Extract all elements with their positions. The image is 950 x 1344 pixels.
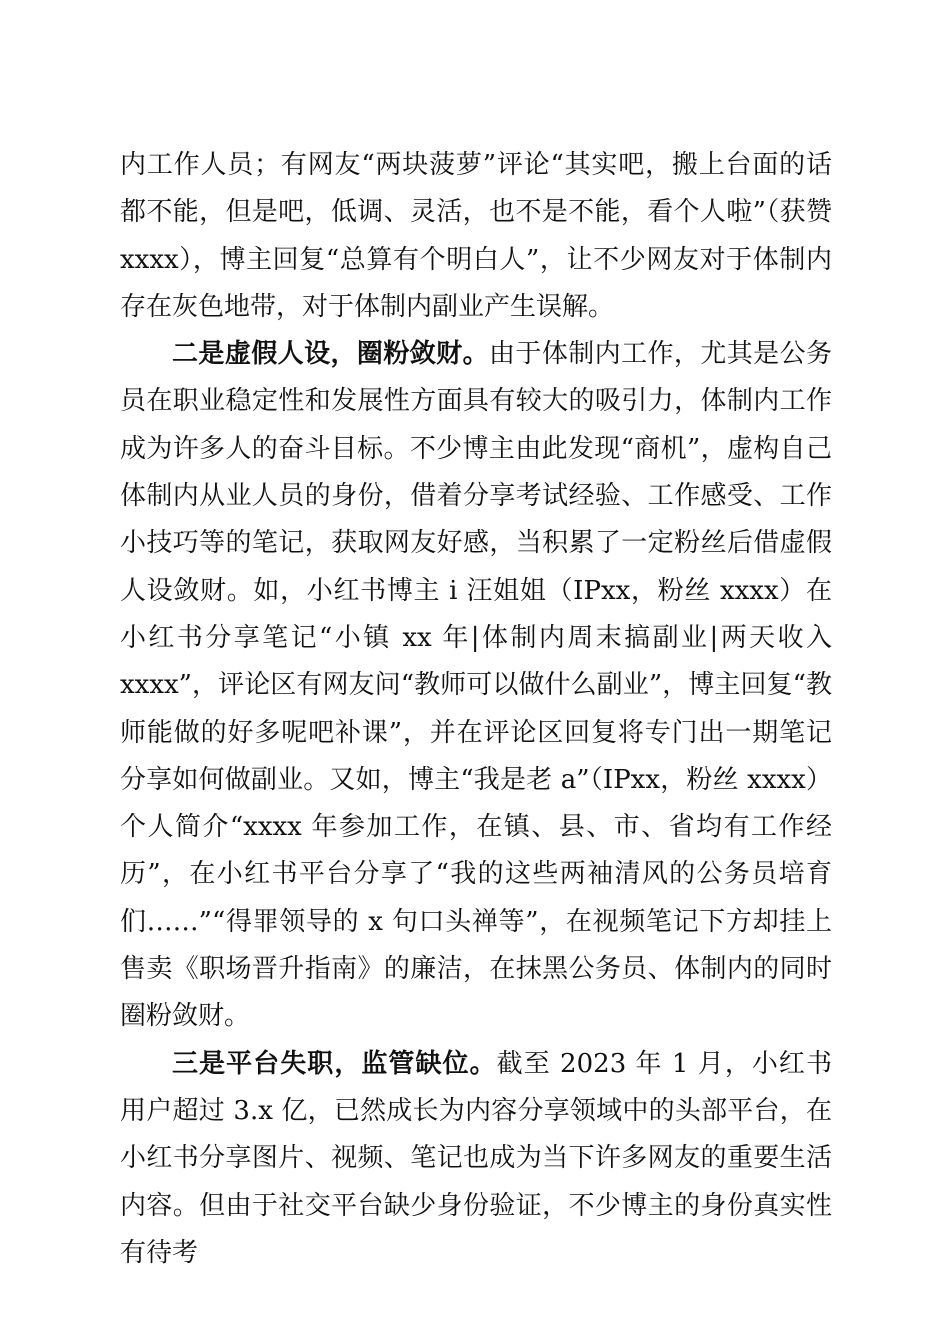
paragraph-3-lead: 三是平台失职，监管缺位。 xyxy=(172,1048,497,1079)
paragraph-platform-oversight xyxy=(120,1041,832,1277)
paragraph-1-text: 内工作人员；有网友“两块菠萝”评论“其实吧，搬上台面的话都不能，但是吧，低调、灵活，也不是不能，看个人啦”（获赞 xxxx），博主回复“总算有个明白人”，让不少网友对于体制内存在灰色地带，对于体制内副业产生误解。 xyxy=(120,150,832,322)
paragraph-2-lead: 二是虚假人设，圈粉敛财。 xyxy=(172,339,489,370)
paragraph-continuation xyxy=(120,142,832,331)
paragraph-3-body: 截至 2023 年 1 月，小红书用户超过 3.x 亿，已然成长为内容分享领域中的头部平台，在小红书分享图片、视频、笔记也成为当下许多网友的重要生活内容。但由于社交平台缺少身份验证，不少博主的身份真实性有待考 xyxy=(120,1048,832,1268)
paragraph-2-body: 由于体制内工作，尤其是公务员在职业稳定性和发展性方面具有较大的吸引力，体制内工作成为许多人的奋斗目标。不少博主由此发现“商机”，虚构自己体制内从业人员的身份，借着分享考试经验、工作感受、工作小技巧等的笔记，获取网友好感，当积累了一定粉丝后借虚假人设敛财。如，小红书博主 i 汪姐姐（IPxx，粉丝 xxxx）在小红书分享笔记“小镇 xx 年|体制内周末搞副业|两天收入 xxxx”，评论区有网友问“教师可以做什么副业”，博主回复“教师能做的好多呢吧补课”，并在评论区回复将专门出一期笔记分享如何做副业。又如，博主“我是老 a”（IPxx，粉丝 xxxx）个人简介“xxxx 年参加工作，在镇、县、市、省均有工作经历”，在小红书平台分享了“我的这些两袖清风的公务员培育们……”“得罪领导的 x 句口头禅等”，在视频笔记下方却挂上售卖《职场晋升指南》的廉洁，在抹黑公务员、体制内的同时圈粉敛财。 xyxy=(120,339,832,1032)
document-body xyxy=(120,142,832,1277)
paragraph-fake-persona xyxy=(120,331,832,1040)
